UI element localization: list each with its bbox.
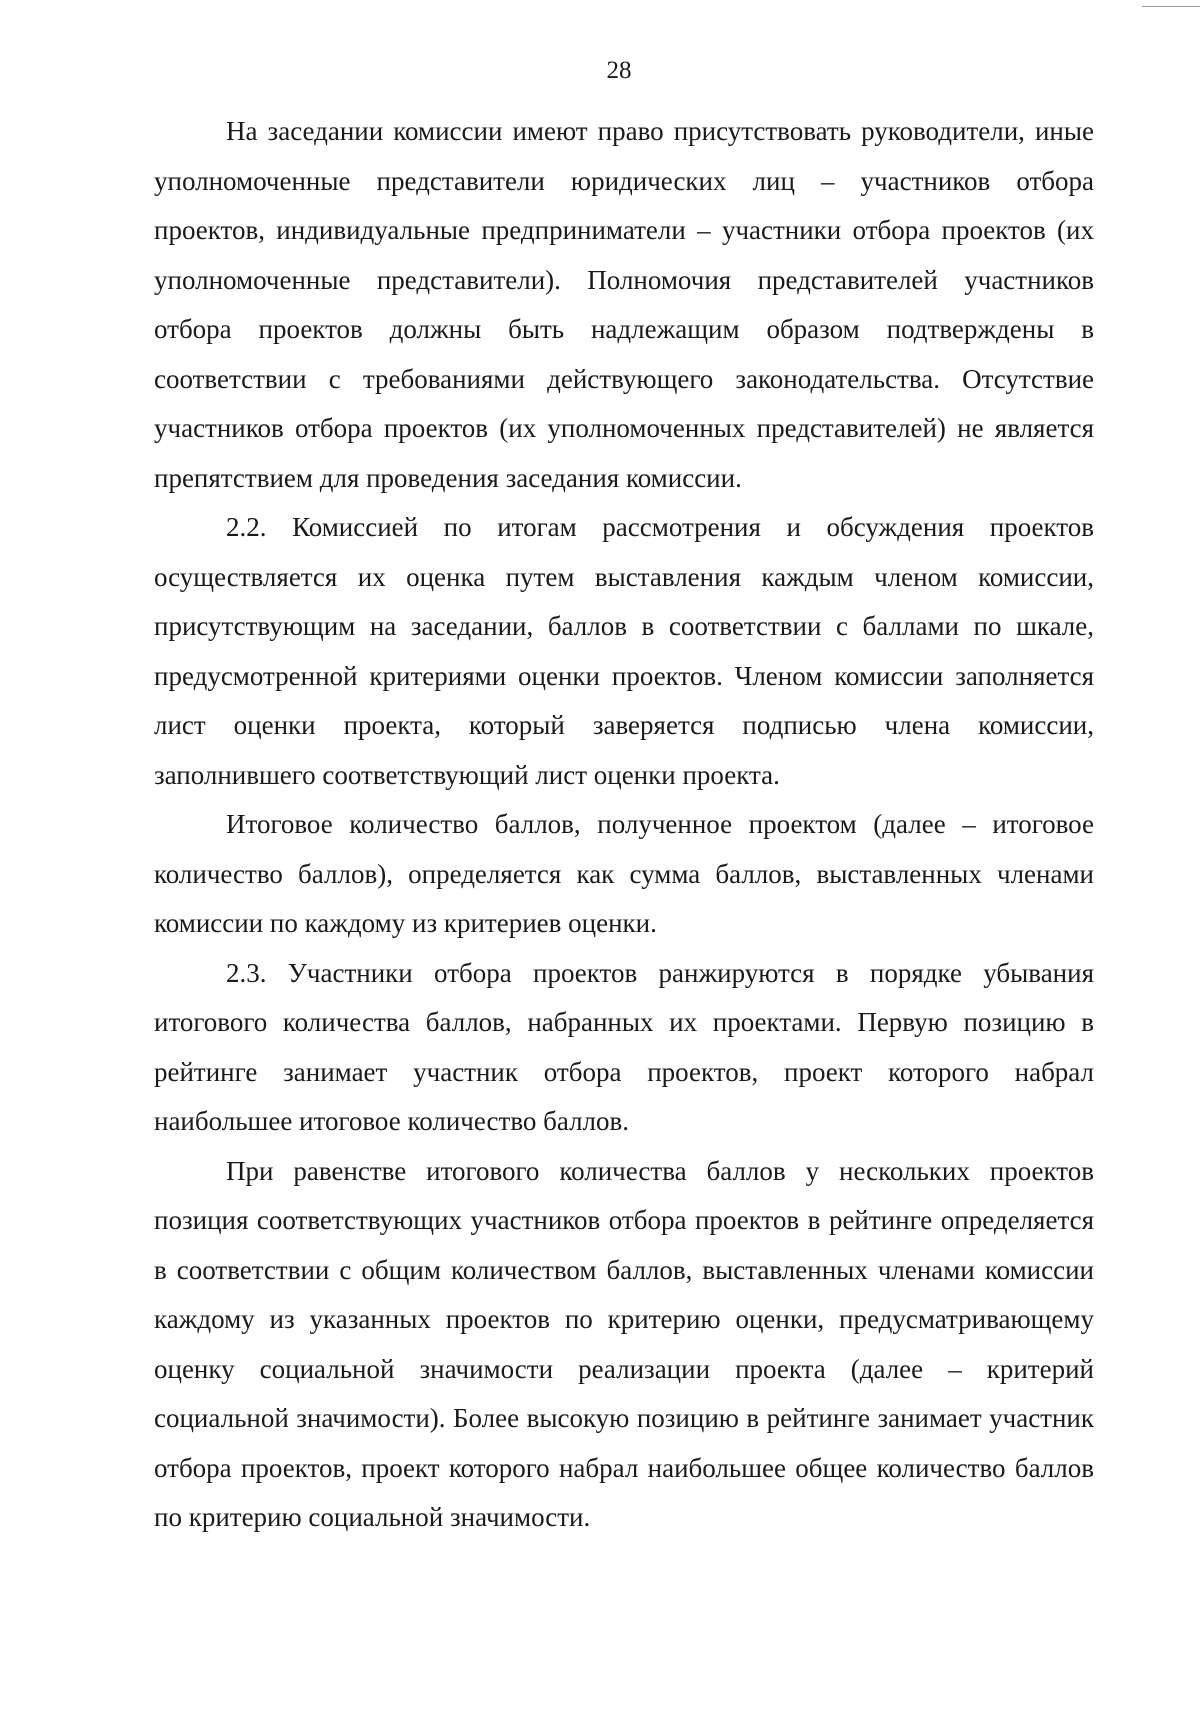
scan-edge-line bbox=[1142, 6, 1200, 7]
paragraph-commission-attendance: На заседании комиссии имеют право присутствовать руководители, иные уполномоченные представители юридических лиц – участников отбора проектов, индивидуальные предприниматели – участники отбора проектов (их уполномоченные представители). Полномочия представителей участников отбора проектов должны быть надлежащим образом подтверждены в соответствии с требованиями действующего законодательства. Отсутствие участников отбора проектов (их уполномоченных представителей) не является препятствием для проведения заседания комиссии. bbox=[154, 116, 1094, 493]
paragraph-total-score: Итоговое количество баллов, полученное проектом (далее – итоговое количество баллов), определяется как сумма баллов, выставленных членами комиссии по каждому из критериев оценки. bbox=[154, 809, 1094, 938]
paragraph-2-3-ranking: 2.3. Участники отбора проектов ранжируются в порядке убывания итогового количества баллов, набранных их проектами. Первую позицию в рейтинге занимает участник отбора проектов, проект которого набрал наибольшее итоговое количество баллов. bbox=[154, 957, 1094, 1136]
paragraph-2-2-evaluation: 2.2. Комиссией по итогам рассмотрения и обсуждения проектов осуществляется их оценка путем выставления каждым членом комиссии, присутствующим на заседании, баллов в соответствии с баллами по шкале, предусмотренной критериями оценки проектов. Членом комиссии заполняется лист оценки проекта, который заверяется подписью члена комиссии, заполнившего соответствующий лист оценки проекта. bbox=[154, 512, 1094, 790]
page-number: 28 bbox=[606, 57, 632, 84]
paragraph-tie-break: При равенстве итогового количества баллов у нескольких проектов позиция соответствующих участников отбора проектов в рейтинге определяется в соответствии с общим количеством баллов, выставленных членами комиссии каждому из указанных проектов по критерию оценки, предусматривающему оценку социальной значимости реализации проекта (далее – критерий социальной значимости). Более высокую позицию в рейтинге занимает участник отбора проектов, проект которого набрал наибольшее общее количество баллов по критерию социальной значимости. bbox=[154, 1155, 1094, 1532]
document-body bbox=[154, 107, 1094, 1543]
